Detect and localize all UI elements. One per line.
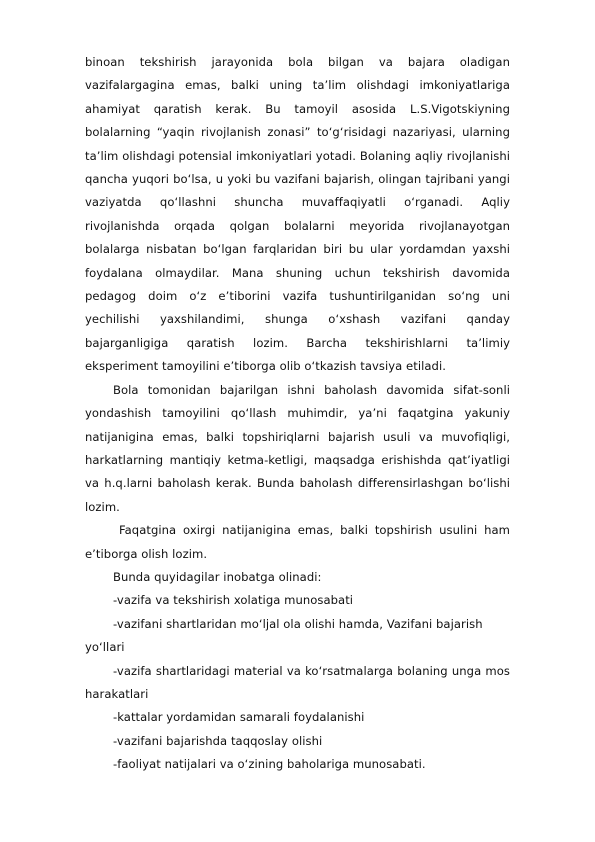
body-paragraph-1: binoan tekshirish jarayonida bola bilgan va bajara oladigan vazifalargagina emas, balki uning ta’lim olishdagi imkoniyatlariga ahamiyat qaratish kerak. Bu tamoyil asosida L.S.Vigotskiyning bolalarning “yaqin rivojlanish zonasi” to‘g‘risidagi nazariyasi, ularning ta’lim olishdagi potensial imkoniyatlari yotadi. Bolaning aqliy rivojlanishi qancha yuqori bo‘lsa, u yoki bu vazifani bajarish, olingan tajribani yangi vaziyatda qo‘llashni shuncha muvaffaqiyatli o‘rganadi. Aqliy rivojlanishda orqada qolgan bolalarni meyorida rivojlanayotgan bolalarga nisbatan bo‘lgan farqlaridan biri bu ular yordamdan yaxshi foydalana olmaydilar. Mana shuning uchun tekshirish davomida pedagog doim o‘z e’tiborini vazifa tushuntirilganidan so‘ng uni yechilishi yaxshilandimi, shunga o‘xshash vazifani qanday bajarganligiga qaratish lozim. Barcha tekshirishlarni ta’limiy eksperiment tamoyilini e’tiborga olib o‘tkazish tavsiya etiladi. — [85, 55, 510, 374]
list-item: -vazifa shartlaridagi material va ko‘rsatmalarga bolaning unga mos harakatlari — [85, 663, 510, 701]
list-item: -vazifa va tekshirish xolatiga munosabati — [113, 593, 354, 608]
body-paragraph-2: Bola tomonidan bajarilgan ishni baholash davomida sifat-sonli yondashish tamoyilini qo‘llash muhimdir, ya’ni faqatgina yakuniy natijanigina emas, balki topshiriqlarni bajarish usuli va muvofiqligi, harkatlarning mantiqiy ketma-ketligi, maqsadga erishishda qat’iyatligi va h.q.larni baholash kerak. Bunda baholash differensirlashgan bo‘lishi lozim. — [85, 382, 510, 514]
list-item: -kattalar yordamidan samarali foydalanishi — [113, 710, 365, 725]
list-item: -vazifani bajarishda taqqoslay olishi — [113, 733, 323, 748]
body-paragraph-4: Bunda quyidagilar inobatga olinadi: — [113, 569, 322, 584]
list-item: -faoliyat natijalari va o‘zining baholariga munosabati. — [113, 757, 426, 772]
list-item: -vazifani shartlaridan mo‘ljal ola olishi hamda, Vazifani bajarish yo‘llari — [85, 616, 483, 655]
body-paragraph-3: Faqatgina oxirgi natijanigina emas, balki topshirish usulini ham e’tiborga olish lozim. — [85, 523, 510, 561]
document-page — [85, 51, 510, 777]
